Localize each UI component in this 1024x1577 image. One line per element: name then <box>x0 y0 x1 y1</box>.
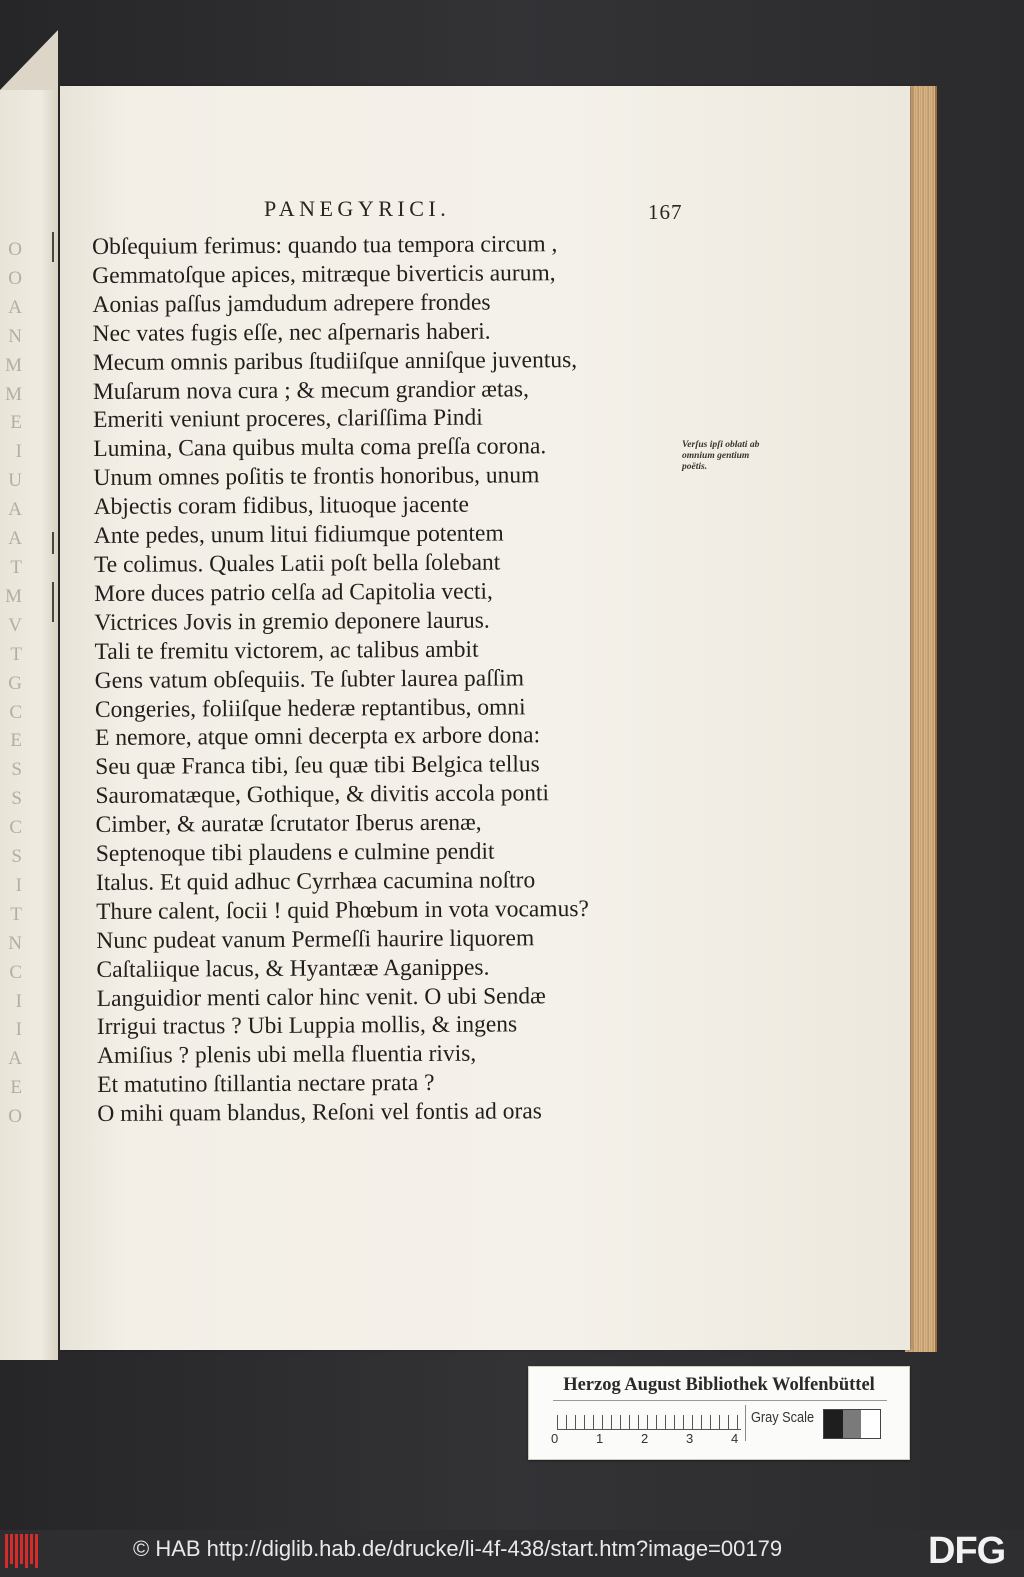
label-divider <box>553 1400 887 1401</box>
copyright-url[interactable]: © HAB http://diglib.hab.de/drucke/li-4f-438/start.htm?image=00179 <box>133 1536 783 1561</box>
barcode-logo <box>5 1534 45 1568</box>
barcode-bar <box>10 1534 13 1564</box>
previous-page-initial: O <box>8 267 22 289</box>
running-head: PANEGYRICI. <box>264 196 451 221</box>
verse-line: Nec vates fugis eſſe, nec aſpernaris haberi. <box>92 318 491 347</box>
barcode-bar <box>5 1534 8 1568</box>
previous-page-initial: N <box>8 325 22 347</box>
verse-line: Gens vatum obſequiis. Te ſubter laurea paſſim <box>94 664 525 694</box>
label-separator <box>745 1405 746 1441</box>
barcode-bar <box>25 1534 28 1568</box>
gray-swatch <box>824 1410 843 1438</box>
previous-page-initial: M <box>5 585 22 607</box>
verse-line: Amiſius ? plenis ubi mella fluentia rivis, <box>96 1041 477 1070</box>
verse-line: Te colimus. Quales Latii poſt bella ſolebant <box>93 549 501 578</box>
previous-page-initial: I <box>15 1019 22 1041</box>
verse-line: Gemmatoſque apices, mitræque biverticis aurum, <box>92 260 556 289</box>
verse-line: Tali te fremitu victorem, ac talibus ambit <box>94 636 479 665</box>
ruler-number: 4 <box>731 1431 739 1446</box>
verse-text <box>92 229 697 1129</box>
library-label <box>528 1366 910 1460</box>
previous-page-initial: I <box>15 874 22 896</box>
margin-note: Verſus ipſi oblati ab omnium gentium poëtis. <box>682 440 760 472</box>
dfg-logo: DFG <box>928 1530 1006 1572</box>
previous-page-initial: C <box>9 961 22 983</box>
verse-line: Italus. Et quid adhuc Cyrrhæa cacumina noſtro <box>95 867 536 896</box>
verse-line: Thure calent, ſocii ! quid Phœbum in vota vocamus? <box>96 895 589 925</box>
verse-line: Emeriti veniunt proceres, clariſſima Pindi <box>93 405 483 434</box>
previous-page-initial: S <box>11 759 22 781</box>
previous-page-initial: T <box>10 903 22 925</box>
verse-line: Sauromatæque, Gothique, & divitis accola ponti <box>95 780 550 810</box>
previous-page-initial: T <box>10 643 22 665</box>
previous-page-initial: M <box>5 354 22 376</box>
previous-page-initial: E <box>10 1077 22 1099</box>
previous-page-initial: A <box>8 528 22 550</box>
page-number: 167 <box>648 200 683 224</box>
previous-page-line-initials <box>0 236 28 1132</box>
verse-line: More duces patrio celſa ad Capitolia vecti, <box>94 578 493 607</box>
previous-page-marks <box>52 232 56 652</box>
previous-page-initial: N <box>8 932 22 954</box>
previous-page-corner <box>0 30 58 90</box>
verse-line: Caſtaliique lacus, & Hyantææ Aganippes. <box>96 954 490 983</box>
verse-line: Cimber, & auratæ ſcrutator Iberus arenæ, <box>95 809 482 839</box>
verse-line: Septenoque tibi plaudens e culmine pendit <box>95 838 495 868</box>
ruler-number: 0 <box>551 1431 559 1446</box>
verse-line: Muſarum nova cura ; & mecum grandior ætas, <box>92 375 529 405</box>
verse-line: Aonias paſſus jamdudum adrepere frondes <box>92 289 491 318</box>
verse-line: Abjectis coram fidibus, lituoque jacente <box>93 491 469 521</box>
ruler-number: 1 <box>596 1431 604 1446</box>
verse-line: Ante pedes, unum litui fidiumque potentem <box>93 520 504 550</box>
previous-page-initial: M <box>5 383 22 405</box>
gray-scale-swatches <box>823 1409 881 1439</box>
previous-page-initial: O <box>8 1106 22 1128</box>
previous-page-initial: S <box>11 846 22 868</box>
verse-line: Victrices Jovis in gremio deponere laurus. <box>94 607 490 636</box>
previous-page-initial: A <box>8 296 22 318</box>
measurement-ruler <box>557 1407 741 1430</box>
previous-page-initial: U <box>8 470 22 492</box>
verse-line: Congeries, foliiſque hederæ reptantibus, omni <box>94 693 526 723</box>
barcode-bar <box>15 1534 18 1568</box>
previous-page-initial: C <box>9 817 22 839</box>
barcode-bar <box>30 1534 33 1564</box>
barcode-bar <box>20 1534 23 1564</box>
previous-page-initial: A <box>8 499 22 521</box>
gray-scale-label: Gray Scale <box>751 1409 815 1426</box>
verse-line: Languidior menti calor hinc venit. O ubi Sendæ <box>96 982 546 1012</box>
previous-page-initial: I <box>15 990 22 1012</box>
previous-page-initial: A <box>8 1048 22 1070</box>
verse-line: Seu quæ Franca tibi, ſeu quæ tibi Belgica tellus <box>95 751 540 781</box>
verse-line: Et matutino ſtillantia nectare prata ? <box>97 1070 435 1099</box>
ruler-number: 3 <box>686 1431 694 1446</box>
previous-page-initial: T <box>10 556 22 578</box>
previous-page-initial: I <box>15 441 22 463</box>
verse-line: Lumina, Cana quibus multa coma preſſa corona. <box>93 433 547 463</box>
verse-line: Unum omnes poſitis te frontis honoribus, unum <box>93 462 540 492</box>
previous-page-initial: S <box>11 788 22 810</box>
verse-line: E nemore, atque omni decerpta ex arbore dona: <box>95 722 541 752</box>
barcode-bar <box>35 1534 38 1568</box>
verse-line: Nunc pudeat vanum Permeſſi haurire liquorem <box>96 925 535 954</box>
verse-line: Mecum omnis paribus ſtudiiſque anniſque juventus, <box>92 346 578 376</box>
ruler-numbers <box>551 1431 751 1449</box>
previous-page-initial: O <box>8 239 22 260</box>
previous-page-initial: E <box>10 412 22 434</box>
gray-swatch <box>861 1410 880 1438</box>
previous-page-initial: E <box>10 730 22 752</box>
previous-page-initial: V <box>8 614 22 636</box>
verse-line: O mihi quam blandus, Reſoni vel fontis ad oras <box>97 1098 542 1128</box>
ruler-number: 2 <box>641 1431 649 1446</box>
previous-page-initial: G <box>8 672 22 694</box>
verse-line: Obſequium ferimus: quando tua tempora circum , <box>92 231 558 260</box>
library-name: Herzog August Bibliothek Wolfenbüttel <box>563 1375 875 1395</box>
verse-line: Irrigui tractus ? Ubi Luppia mollis, & ingens <box>96 1011 518 1041</box>
gray-swatch <box>843 1410 862 1438</box>
previous-page-initial: C <box>9 701 22 723</box>
